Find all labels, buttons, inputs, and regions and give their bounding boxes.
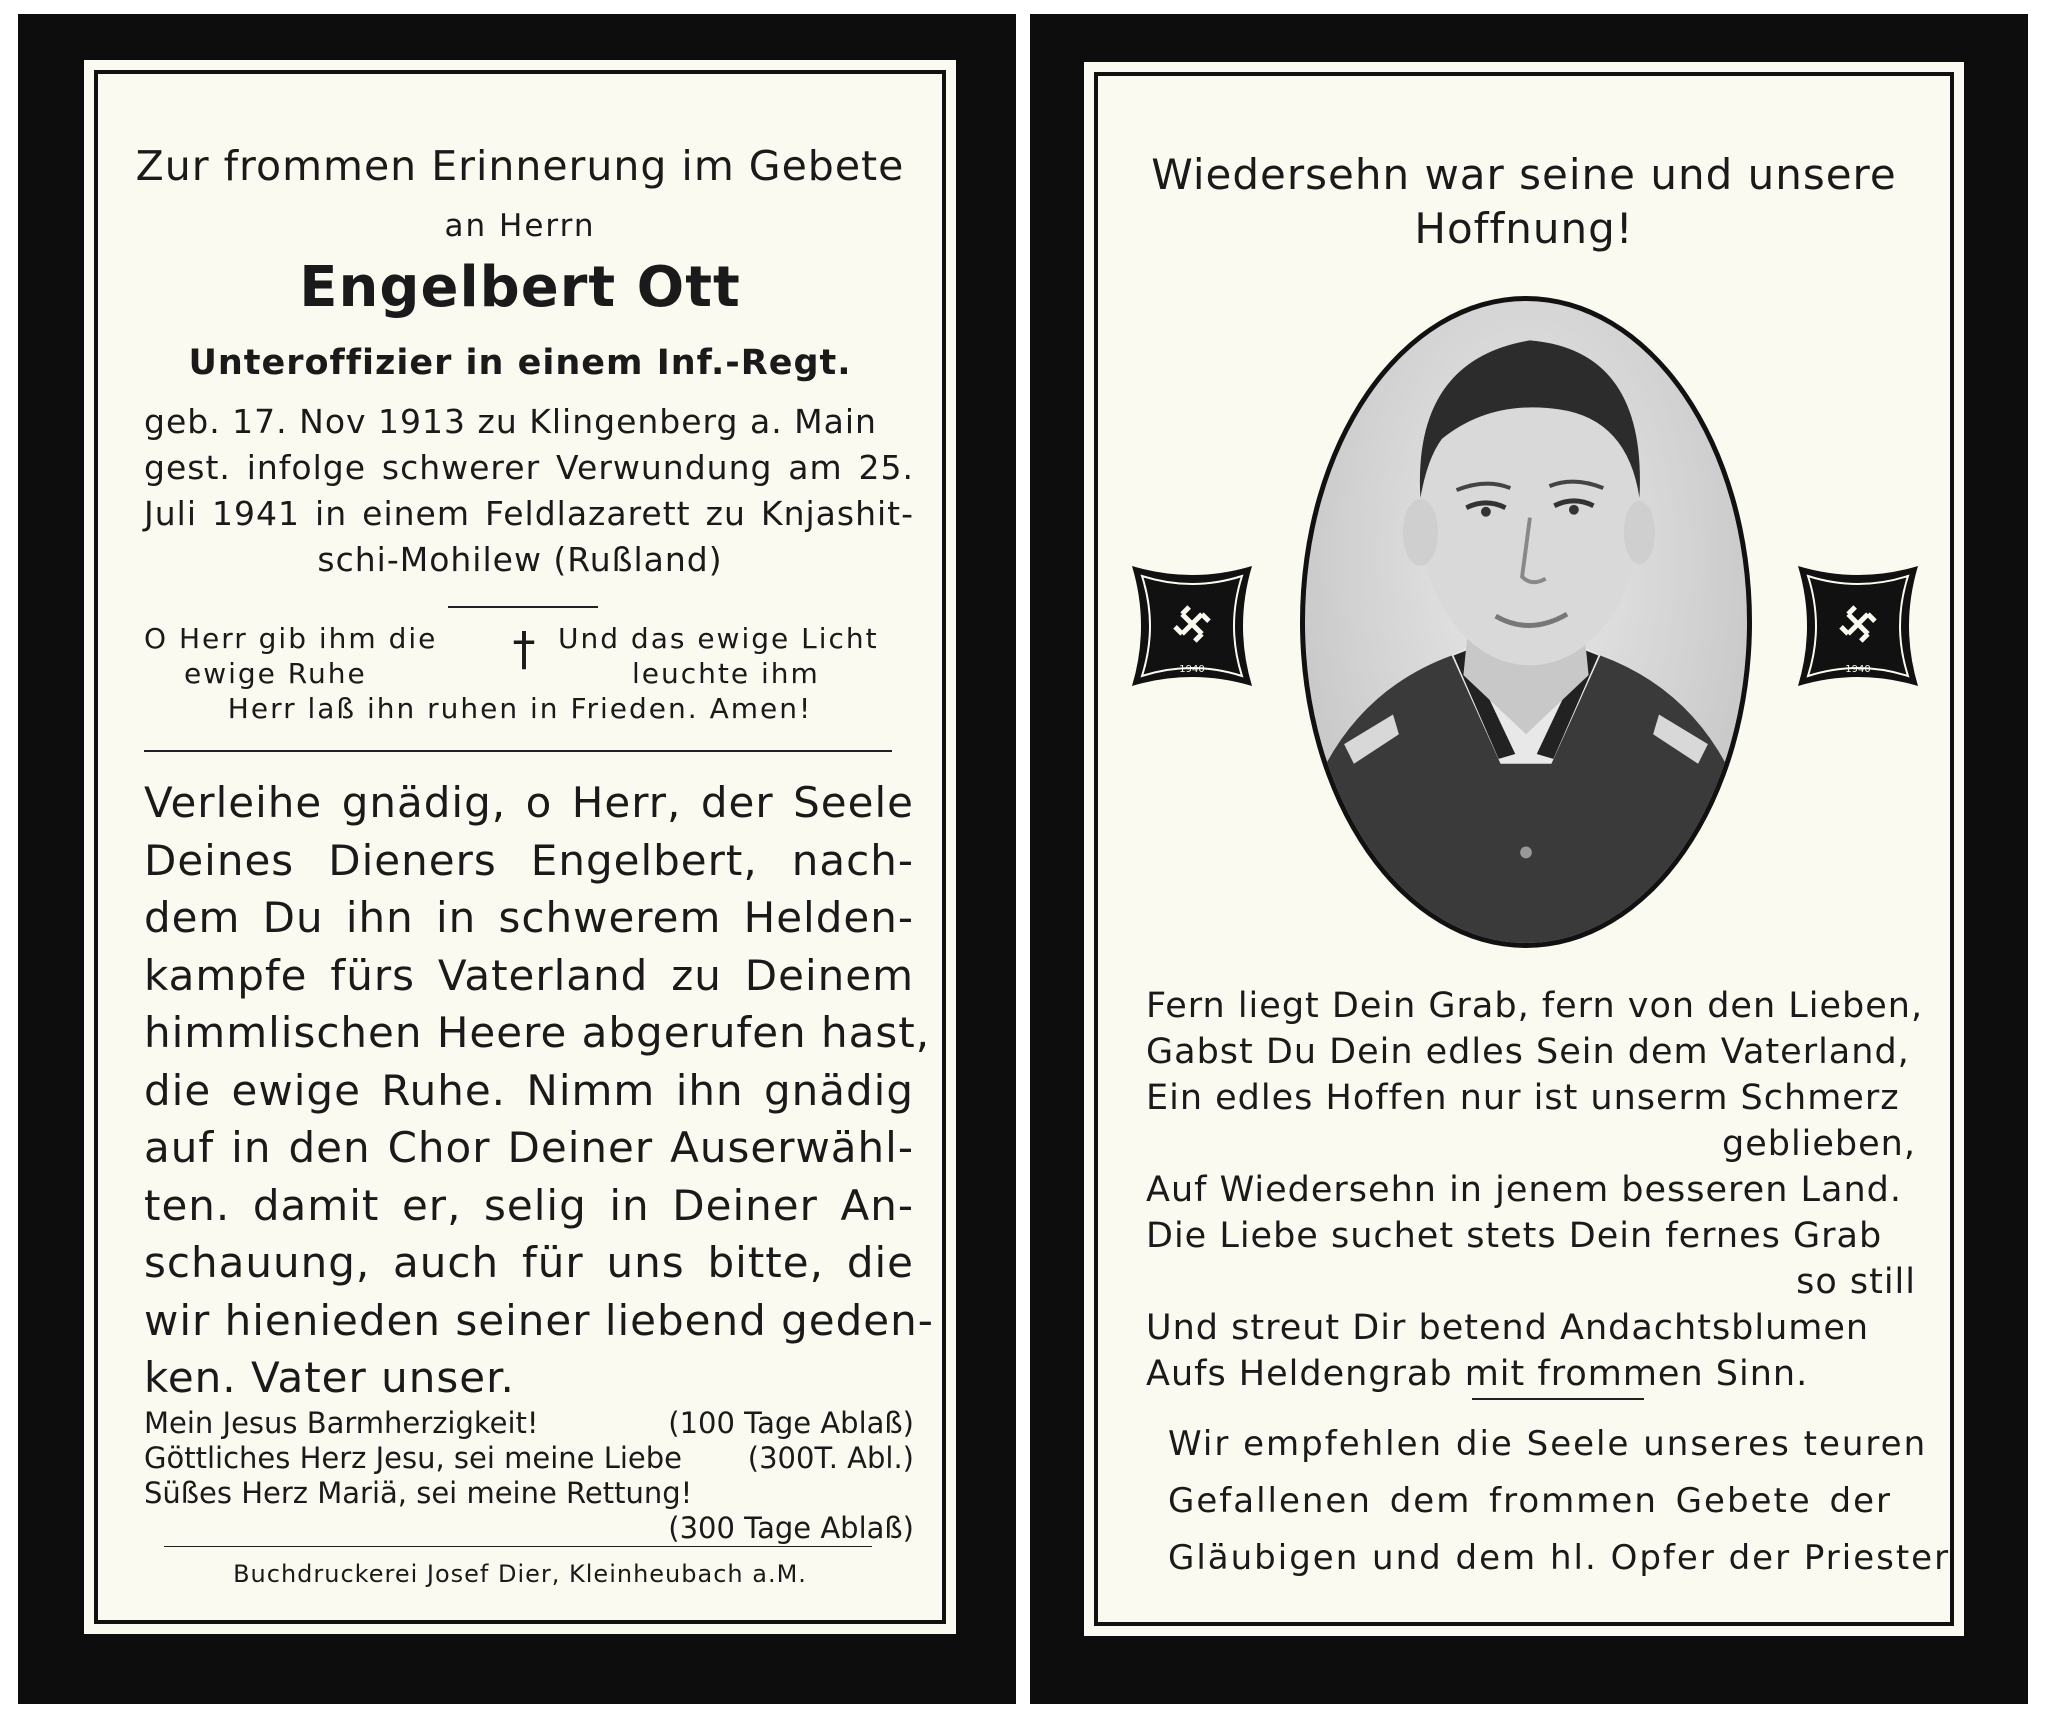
divider (164, 1546, 872, 1547)
portrait-photo-icon (1305, 301, 1747, 943)
divider (144, 750, 892, 752)
headline-line: Hoffnung! (1414, 204, 1634, 253)
prayer-line: Verleihe gnädig, o Herr, der Seele (144, 778, 914, 827)
indulgence-note: (300T. Abl.) (747, 1441, 914, 1475)
bio-line: Juli 1941 in einem Feldlazarett zu Knjashit- (144, 494, 914, 533)
cross-icon: † (512, 622, 536, 676)
prayer-line: dem Du ihn in schwerem Helden- (144, 893, 914, 942)
prayer-line: ken. Vater unser. (144, 1353, 515, 1402)
poem-line: Aufs Heldengrab mit frommen Sinn. (1146, 1354, 1809, 1394)
divider (448, 606, 598, 608)
poem-line: so still (1796, 1262, 1916, 1302)
short-prayer-right-2: leuchte ihm (632, 657, 820, 690)
poem-line: Und streut Dir betend Andachtsblumen (1146, 1308, 1870, 1348)
short-prayer-right-1: Und das ewige Licht (558, 622, 879, 655)
card-heading: Zur frommen Erinnerung im Gebete (135, 142, 905, 190)
bio-line: schi-Mohilew (Rußland) (317, 540, 723, 579)
memorial-card-right (1030, 14, 2028, 1704)
bio-line: geb. 17. Nov 1913 zu Klingenberg a. Main (144, 402, 877, 441)
indulgence-note: (300 Tage Ablaß) (668, 1511, 914, 1545)
prayer-line: Deines Dieners Engelbert, nach- (144, 835, 914, 885)
prayer-line: auf in den Chor Deiner Auserwähl- (144, 1123, 914, 1172)
poem-line: geblieben, (1721, 1124, 1916, 1164)
portrait-photo (1300, 296, 1752, 948)
poem-line: Die Liebe suchet stets Dein fernes Grab (1146, 1216, 1883, 1256)
prayer-line: kampfe fürs Vaterland zu Deinem (144, 950, 914, 1000)
short-prayer-left-2: ewige Ruhe (184, 657, 367, 690)
prayer-line: himmlischen Heere abgerufen hast, (144, 1008, 931, 1057)
short-prayer-left-1: O Herr gib ihm die (144, 622, 438, 655)
card-paper-left (84, 60, 956, 1634)
memorial-card-left (18, 14, 1016, 1704)
prayer-line: schauung, auch für uns bitte, die (144, 1238, 914, 1287)
indulgence-text: Göttliches Herz Jesu, sei meine Liebe (144, 1441, 683, 1475)
printer-credit: Buchdruckerei Josef Dier, Kleinheubach a.M. (233, 1560, 807, 1588)
bio-line: gest. infolge schwerer Verwundung am 25. (144, 448, 914, 487)
short-prayer-bottom: Herr laß ihn ruhen in Frieden. Amen! (227, 692, 813, 725)
poem-line: Ein edles Hoffen nur ist unserm Schmerz (1146, 1078, 1900, 1118)
iron-cross-icon (1128, 562, 1256, 690)
divider (1472, 1398, 1644, 1400)
card-to-line: an Herrn (444, 208, 596, 244)
poem-line: Auf Wiedersehn in jenem besseren Land. (1146, 1170, 1902, 1210)
indulgence-text: Mein Jesus Barmherzigkeit! (144, 1406, 539, 1440)
deceased-name: Engelbert Ott (299, 255, 741, 320)
svg-text:1940: 1940 (1845, 664, 1871, 675)
closing-line: Gefallenen dem frommen Gebete der (1168, 1481, 1892, 1521)
indulgence-text: Süßes Herz Mariä, sei meine Rettung! (144, 1476, 693, 1510)
prayer-line: wir hienieden seiner liebend geden- (144, 1295, 934, 1345)
closing-line: Wir empfehlen die Seele unseres teuren (1168, 1424, 1928, 1464)
closing-line: Gläubigen und dem hl. Opfer der Priester (1168, 1538, 1951, 1578)
poem-line: Gabst Du Dein edles Sein dem Vaterland, (1146, 1032, 1910, 1072)
card-paper-right (1084, 62, 1964, 1636)
poem-line: Fern liegt Dein Grab, fern von den Lieben, (1146, 986, 1924, 1026)
headline-line: Wiedersehn war seine und unsere (1151, 150, 1897, 199)
svg-text:1940: 1940 (1179, 664, 1205, 675)
prayer-line: die ewige Ruhe. Nimm ihn gnädig (144, 1065, 914, 1115)
prayer-line: ten. damit er, selig in Deiner An- (144, 1180, 914, 1230)
indulgence-note: (100 Tage Ablaß) (668, 1406, 914, 1440)
iron-cross-icon (1794, 562, 1922, 690)
military-rank: Unteroffizier in einem Inf.-Regt. (188, 343, 852, 383)
